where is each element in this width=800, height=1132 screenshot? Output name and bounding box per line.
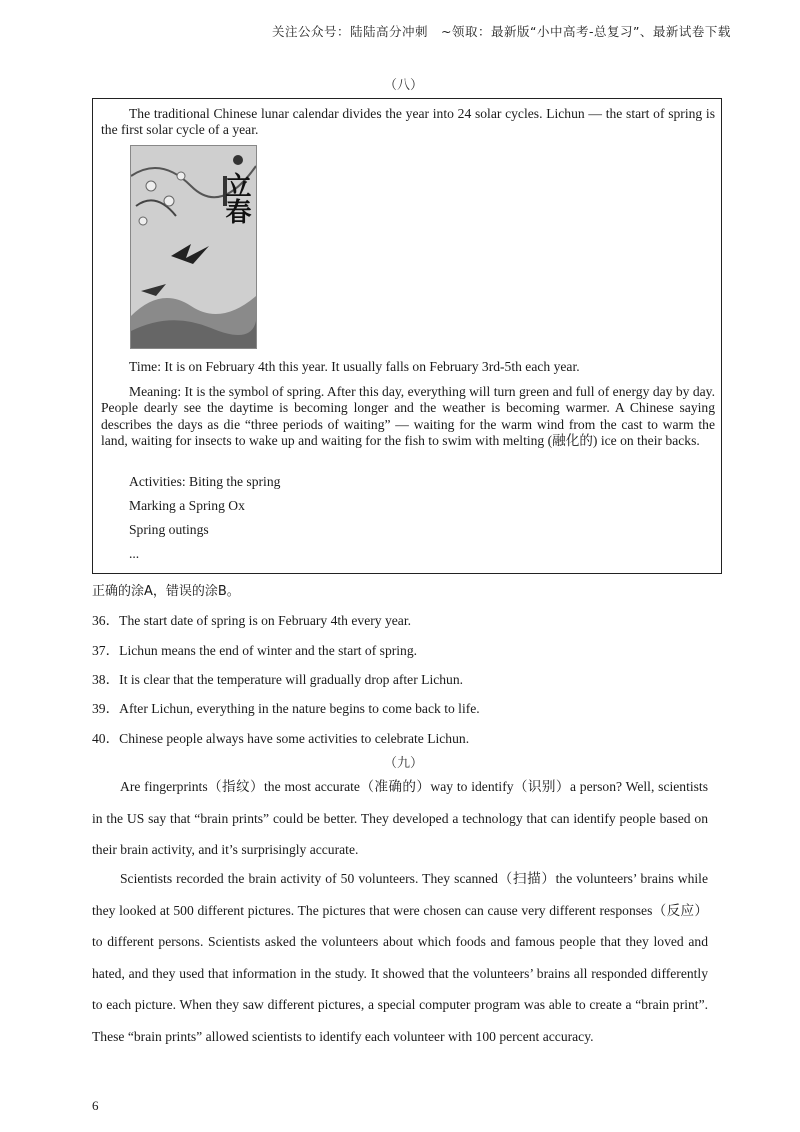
poster-title-text: 立春: [221, 172, 251, 224]
passage-paragraph-1: Are fingerprints（指纹）the most accurate（准确的）way to identify（识别）a person? Well, scientists in the US say that “brain prints” could be better. They developed a technology that can identify people based on their brain activity, and it’s surprisingly accurate.: [92, 779, 708, 857]
activity-item: Activities: Biting the spring: [129, 474, 281, 489]
question-36: 36．The start date of spring is on February 4th every year.: [92, 613, 411, 628]
meaning-paragraph: Meaning: It is the symbol of spring. After this day, everything will turn green and full of energy day by day. People dearly see the daytime is becoming longer and the weather is becoming warmer. A Chinese saying describes the days as die “three periods of waiting” — waiting for the warm wind from the cast to warm the land, waiting for insects to wake up and waiting for the fish to swim with melting (融化的) ice on their backs.: [101, 384, 715, 449]
intro-paragraph: The traditional Chinese lunar calendar divides the year into 24 solar cycles. Lichun — the start of spring is the first solar cycle of a year.: [101, 106, 715, 138]
activity-item: Spring outings: [129, 522, 209, 537]
activity-item: Marking a Spring Ox: [129, 498, 245, 513]
passage-paragraph-2: Scientists recorded the brain activity of 50 volunteers. They scanned（扫描）the volunteers’ brains while they looked at 500 different pictures. The pictures that were chosen can cause very different responses（反应）to different persons. Scientists asked the volunteers about which foods and famous people that they loved and hated, and they used that information in the study. It showed that the volunteers’ brains all responded differently to each picture. When they saw different pictures, a special computer program was able to create a “brain print”. These “brain prints” allowed scientists to identify each volunteer with 100 percent accuracy.: [92, 871, 708, 1044]
section-8-title: （八）: [384, 78, 424, 93]
page-number: 6: [92, 1098, 99, 1113]
page-header: 关注公众号：陆陆高分冲刺 ~领取：最新版“小中高考-总复习”、最新试卷下载: [272, 24, 731, 39]
question-38: 38．It is clear that the temperature will gradually drop after Lichun.: [92, 672, 464, 687]
lichun-poster-image: [130, 145, 257, 349]
question-40: 40．Chinese people always have some activities to celebrate Lichun.: [92, 731, 470, 746]
question-39: 39．After Lichun, everything in the nature begins to come back to life.: [92, 701, 480, 716]
time-line: Time: It is on February 4th this year. It usually falls on February 3rd-5th each year.: [129, 359, 580, 374]
instruction-text: 正确的涂A，错误的涂B。: [92, 584, 240, 599]
question-37: 37．Lichun means the end of winter and the start of spring.: [92, 643, 418, 658]
activity-item: ...: [129, 546, 140, 561]
section-9-title: （九）: [384, 756, 424, 771]
